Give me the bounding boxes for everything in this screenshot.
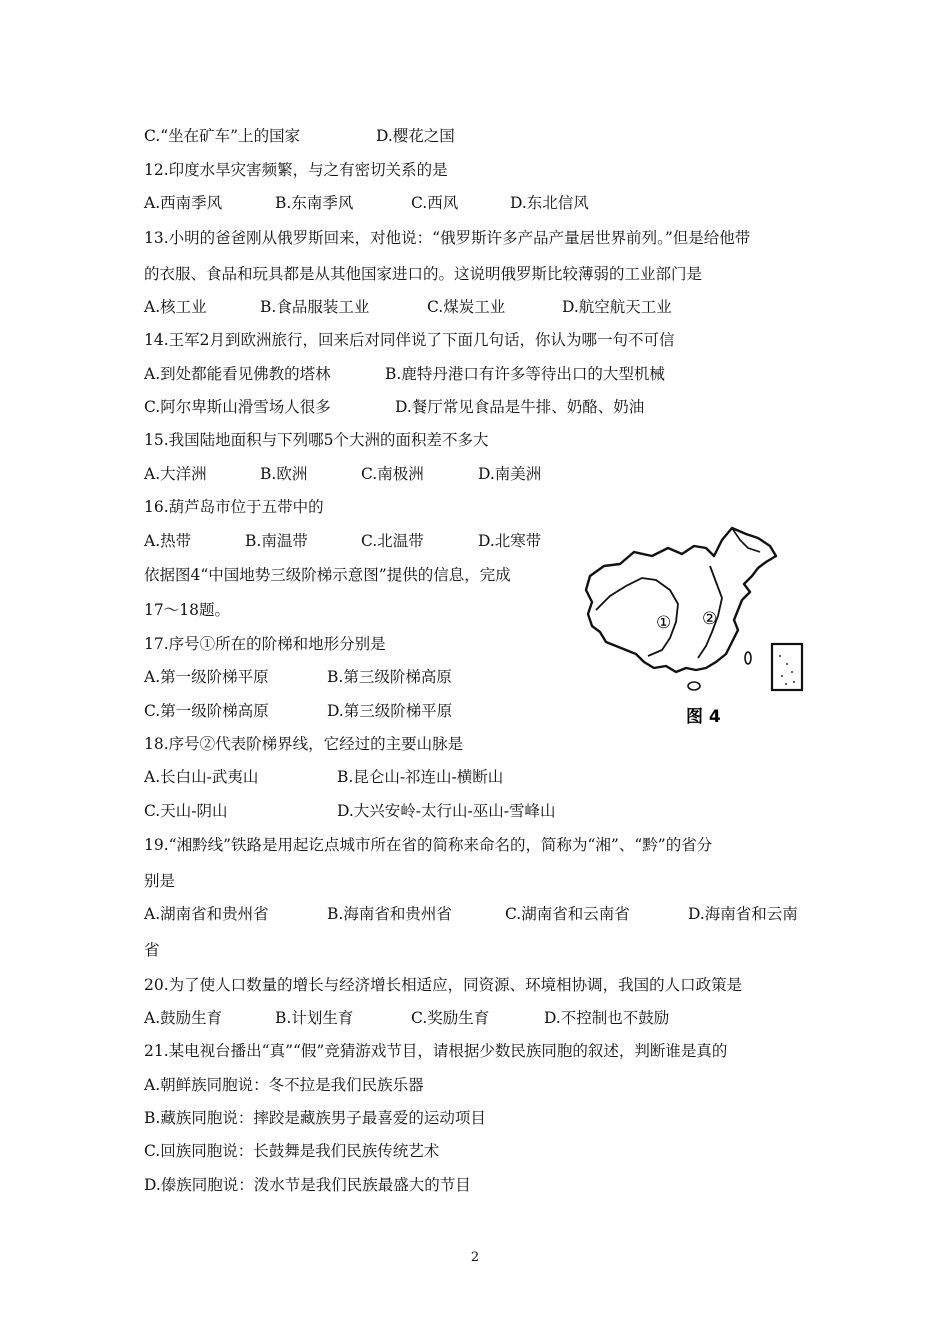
q21-stem: 21.某电视台播出“真”“假”竞猜游戏节目，请根据少数民族同胞的叙述，判断谁是真的 <box>144 1042 728 1060</box>
q21-option-b: B.藏族同胞说：摔跤是藏族男子最喜爱的运动项目 <box>144 1109 486 1127</box>
q17-option-b: B.第三级阶梯高原 <box>327 668 452 686</box>
q14-option-b: B.鹿特丹港口有许多等待出口的大型机械 <box>385 365 665 383</box>
q20-option-a: A.鼓励生育 <box>144 1009 223 1027</box>
q13-option-a: A.核工业 <box>144 298 207 316</box>
south-china-sea-inset <box>772 644 802 690</box>
q21-option-a: A.朝鲜族同胞说：冬不拉是我们民族乐器 <box>144 1076 424 1094</box>
q18-option-a: A.长白山-武夷山 <box>144 768 259 786</box>
q14-option-c: C.阿尔卑斯山滑雪场人很多 <box>144 398 331 416</box>
q18-option-b: B.昆仑山-祁连山-横断山 <box>337 768 504 786</box>
q15-option-d: D.南美洲 <box>478 465 542 483</box>
china-terrain-map-figure <box>582 526 812 726</box>
q18-option-c: C.天山-阴山 <box>144 802 228 820</box>
marker-2: ② <box>702 609 718 629</box>
q21-option-c: C.回族同胞说：长鼓舞是我们民族传统艺术 <box>144 1142 440 1160</box>
q13-option-b: B.食品服装工业 <box>260 298 370 316</box>
q19-option-d: D.海南省和云南 <box>688 905 798 923</box>
q17-option-d: D.第三级阶梯平原 <box>327 702 453 720</box>
q12-option-d: D.东北信风 <box>510 194 589 212</box>
q15-option-b: B.欧洲 <box>260 465 308 483</box>
figure-caption: 图 4 <box>686 707 721 726</box>
marker-1: ① <box>656 613 672 633</box>
q12-option-b: B.东南季风 <box>275 194 354 212</box>
q21-option-d: D.傣族同胞说：泼水节是我们民族最盛大的节目 <box>144 1176 471 1194</box>
q19-stem-line1: 19.“湘黔线”铁路是用起讫点城市所在省的简称来命名的，简称为“湘”、“黔”的省分 <box>144 836 713 854</box>
q16-stem: 16.葫芦岛市位于五带中的 <box>144 498 324 516</box>
q11-option-d: D.樱花之国 <box>376 127 455 145</box>
q20-option-c: C.奖励生育 <box>411 1009 490 1027</box>
q16-option-d: D.北寒带 <box>478 532 542 550</box>
q16-option-b: B.南温带 <box>245 532 308 550</box>
q18-option-d: D.大兴安岭-太行山-巫山-雪峰山 <box>337 802 556 820</box>
hainan-island <box>688 682 700 690</box>
q13-option-c: C.煤炭工业 <box>427 298 506 316</box>
q12-option-a: A.西南季风 <box>144 194 223 212</box>
q17-option-a: A.第一级阶梯平原 <box>144 668 269 686</box>
q16-option-c: C.北温带 <box>361 532 424 550</box>
q15-option-c: C.南极洲 <box>361 465 424 483</box>
q12-stem: 12.印度水旱灾害频繁，与之有密切关系的是 <box>144 161 448 179</box>
figure-intro-line2: 17～18题。 <box>144 601 230 619</box>
q16-option-a: A.热带 <box>144 532 192 550</box>
q11-option-c: C.“坐在矿车”上的国家 <box>144 127 301 145</box>
figure-intro-line1: 依据图4“中国地势三级阶梯示意图”提供的信息，完成 <box>144 566 511 584</box>
q14-option-d: D.餐厅常见食品是牛排、奶酪、奶油 <box>395 398 645 416</box>
q13-stem-line2: 的衣服、食品和玩具都是从其他国家进口的。这说明俄罗斯比较薄弱的工业部门是 <box>144 265 703 283</box>
q13-option-d: D.航空航天工业 <box>562 298 672 316</box>
q20-option-d: D.不控制也不鼓励 <box>544 1009 670 1027</box>
q17-option-c: C.第一级阶梯高原 <box>144 702 269 720</box>
q19-option-c: C.湖南省和云南省 <box>505 905 630 923</box>
q17-stem: 17.序号①所在的阶梯和地形分别是 <box>144 635 386 653</box>
q18-stem: 18.序号②代表阶梯界线，它经过的主要山脉是 <box>144 735 464 753</box>
q14-option-a: A.到处都能看见佛教的塔林 <box>144 365 331 383</box>
q14-stem: 14.王军2月到欧洲旅行，回来后对同伴说了下面几句话，你认为哪一句不可信 <box>144 331 675 349</box>
page-number: 2 <box>470 1250 480 1265</box>
q20-option-b: B.计划生育 <box>275 1009 354 1027</box>
q19-option-b: B.海南省和贵州省 <box>327 905 452 923</box>
q12-option-c: C.西风 <box>411 194 459 212</box>
q13-stem-line1: 13.小明的爸爸刚从俄罗斯回来，对他说：“俄罗斯许多产品产量居世界前列。”但是给他带 <box>144 229 751 247</box>
taiwan-island <box>745 652 751 664</box>
q15-option-a: A.大洋洲 <box>144 465 207 483</box>
q19-stem-line2: 别是 <box>144 872 176 890</box>
china-map-outline <box>582 526 812 726</box>
china-border <box>586 528 776 672</box>
q19-option-a: A.湖南省和贵州省 <box>144 905 269 923</box>
q20-stem: 20.为了使人口数量的增长与经济增长相适应，同资源、环境相协调，我国的人口政策是 <box>144 976 743 994</box>
q19-option-d-wrap: 省 <box>144 941 160 959</box>
northeast-detail <box>732 528 760 552</box>
q15-stem: 15.我国陆地面积与下列哪5个大洲的面积差不多大 <box>144 431 489 449</box>
